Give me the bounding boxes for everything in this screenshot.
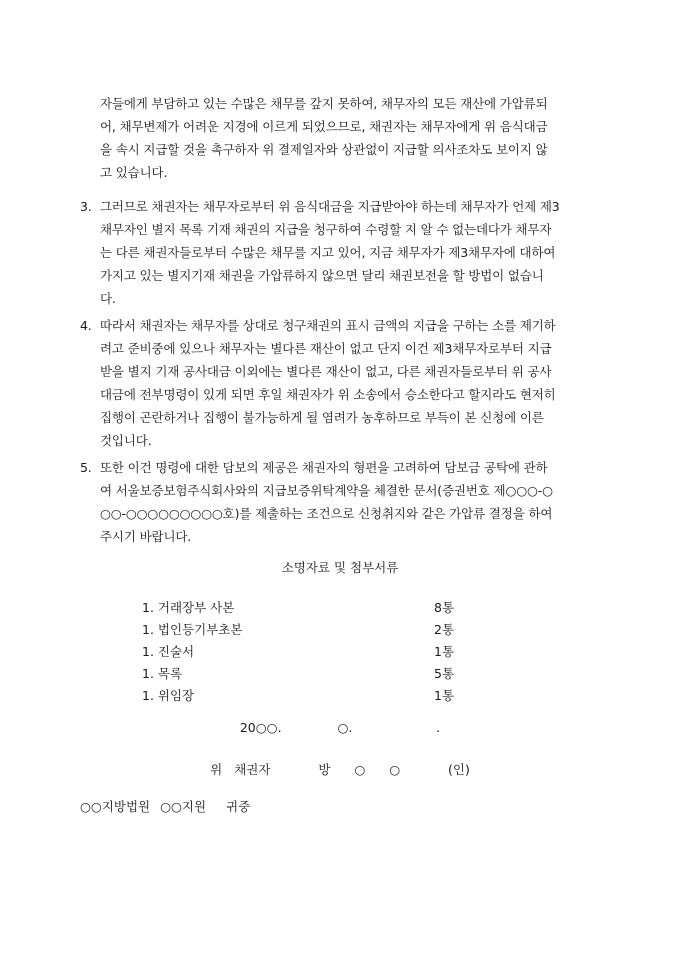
section-line — [80, 195, 600, 218]
attachments-list — [142, 597, 462, 707]
attachment-item — [142, 641, 462, 663]
section-4-paragraph — [80, 314, 600, 452]
section-line — [80, 456, 600, 479]
attachment-item — [142, 685, 462, 707]
attachment-name: 1. 거래장부 사본 — [142, 600, 235, 615]
section-line: 받을 별지 기재 공사대금 이외에는 별다른 재산이 없고, 다른 채권자들로부터 위 공사 — [100, 364, 552, 379]
attachment-item — [142, 663, 462, 685]
section-line: 주시기 바랍니다. — [100, 529, 192, 544]
intro-line: 고 있습니다. — [100, 165, 168, 180]
attachment-name: 1. 목록 — [142, 666, 183, 681]
attachment-count: 1통 — [434, 688, 455, 703]
section-line: 집행이 곤란하거나 집행이 불가능하게 될 염려가 농후하므로 부득이 본 신청에 이른 — [100, 410, 544, 425]
section-3-paragraph — [80, 195, 600, 310]
section-line: 는 다른 채권자들로부터 수많은 채무를 지고 있어, 지금 채무자가 제3채무자에 대하여 — [100, 245, 556, 260]
section-line: 려고 준비중에 있으나 채무자는 별다른 재산이 없고 단지 이건 제3채무자로부터 지급 — [100, 341, 552, 356]
section-text: 그러므로 채권자는 채무자로부터 위 음식대금을 지급받아야 하는데 채무자가 언제 제3 — [100, 199, 560, 214]
intro-line: 을 속시 지급할 것을 촉구하자 위 결제일자와 상관없이 지급할 의사조차도 보이지 않 — [100, 142, 548, 157]
attachment-name: 1. 위임장 — [142, 688, 195, 703]
section-line: 대금에 전부명령이 있게 되면 후일 채권자가 위 소송에서 승소한다고 할지라도 현저히 — [100, 387, 556, 402]
attachment-name: 1. 법인등기부초본 — [142, 622, 243, 637]
court-addressee: ○○지방법원 ○○지원 귀중 — [80, 799, 251, 814]
section-text: 또한 이건 명령에 대한 담보의 제공은 채권자의 형편을 고려하여 담보금 공탁에 관하 — [100, 460, 548, 475]
attachment-count: 8통 — [434, 600, 455, 615]
attachment-count: 5통 — [434, 666, 455, 681]
section-line: 여 서울보증보험주식회사와의 지급보증위탁계약을 체결한 문서(증권번호 제○○○-○ — [100, 483, 553, 498]
section-line: 것입니다. — [100, 433, 152, 448]
section-number: 5. — [80, 460, 92, 475]
section-line: ○○-○○○○○○○○○호)를 제출하는 조건으로 신청취지와 같은 가압류 결정을 하여 — [100, 506, 553, 521]
section-line: 가지고 있는 별지기재 채권을 가압류하지 않으면 달리 채권보전을 할 방법이 없습니 — [100, 268, 544, 283]
section-line: 채무자인 별지 목록 기재 채권의 지급을 청구하여 수령할 지 알 수 없는데다가 채무자 — [100, 222, 552, 237]
section-line: 다. — [100, 291, 116, 306]
intro-line: 어, 채무변제가 어려운 지경에 이르게 되었으므로, 채권자는 채무자에게 위 음식대금 — [100, 119, 548, 134]
attachment-item — [142, 619, 462, 641]
section-number: 3. — [80, 199, 92, 214]
attachment-count: 1통 — [434, 644, 455, 659]
section-text: 따라서 채권자는 채무자를 상대로 청구채권의 표시 금액의 지급을 구하는 소를 제기하 — [100, 318, 556, 333]
attachment-item — [142, 597, 462, 619]
attachments-heading: 소명자료 및 첨부서류 — [281, 560, 399, 575]
section-5-paragraph — [80, 456, 600, 548]
intro-line: 자들에게 부담하고 있는 수많은 채무를 갚지 못하여, 채무자의 모든 재산에 가압류되 — [100, 96, 548, 111]
attachment-name: 1. 진술서 — [142, 644, 195, 659]
creditor-signature-line: 위 채권자 방 ○ ○ (인) — [210, 762, 470, 777]
section-number: 4. — [80, 318, 92, 333]
attachment-count: 2통 — [434, 622, 455, 637]
filing-date: 20○○. ○. . — [239, 720, 441, 735]
section-line — [80, 314, 600, 337]
intro-paragraph — [80, 92, 600, 184]
